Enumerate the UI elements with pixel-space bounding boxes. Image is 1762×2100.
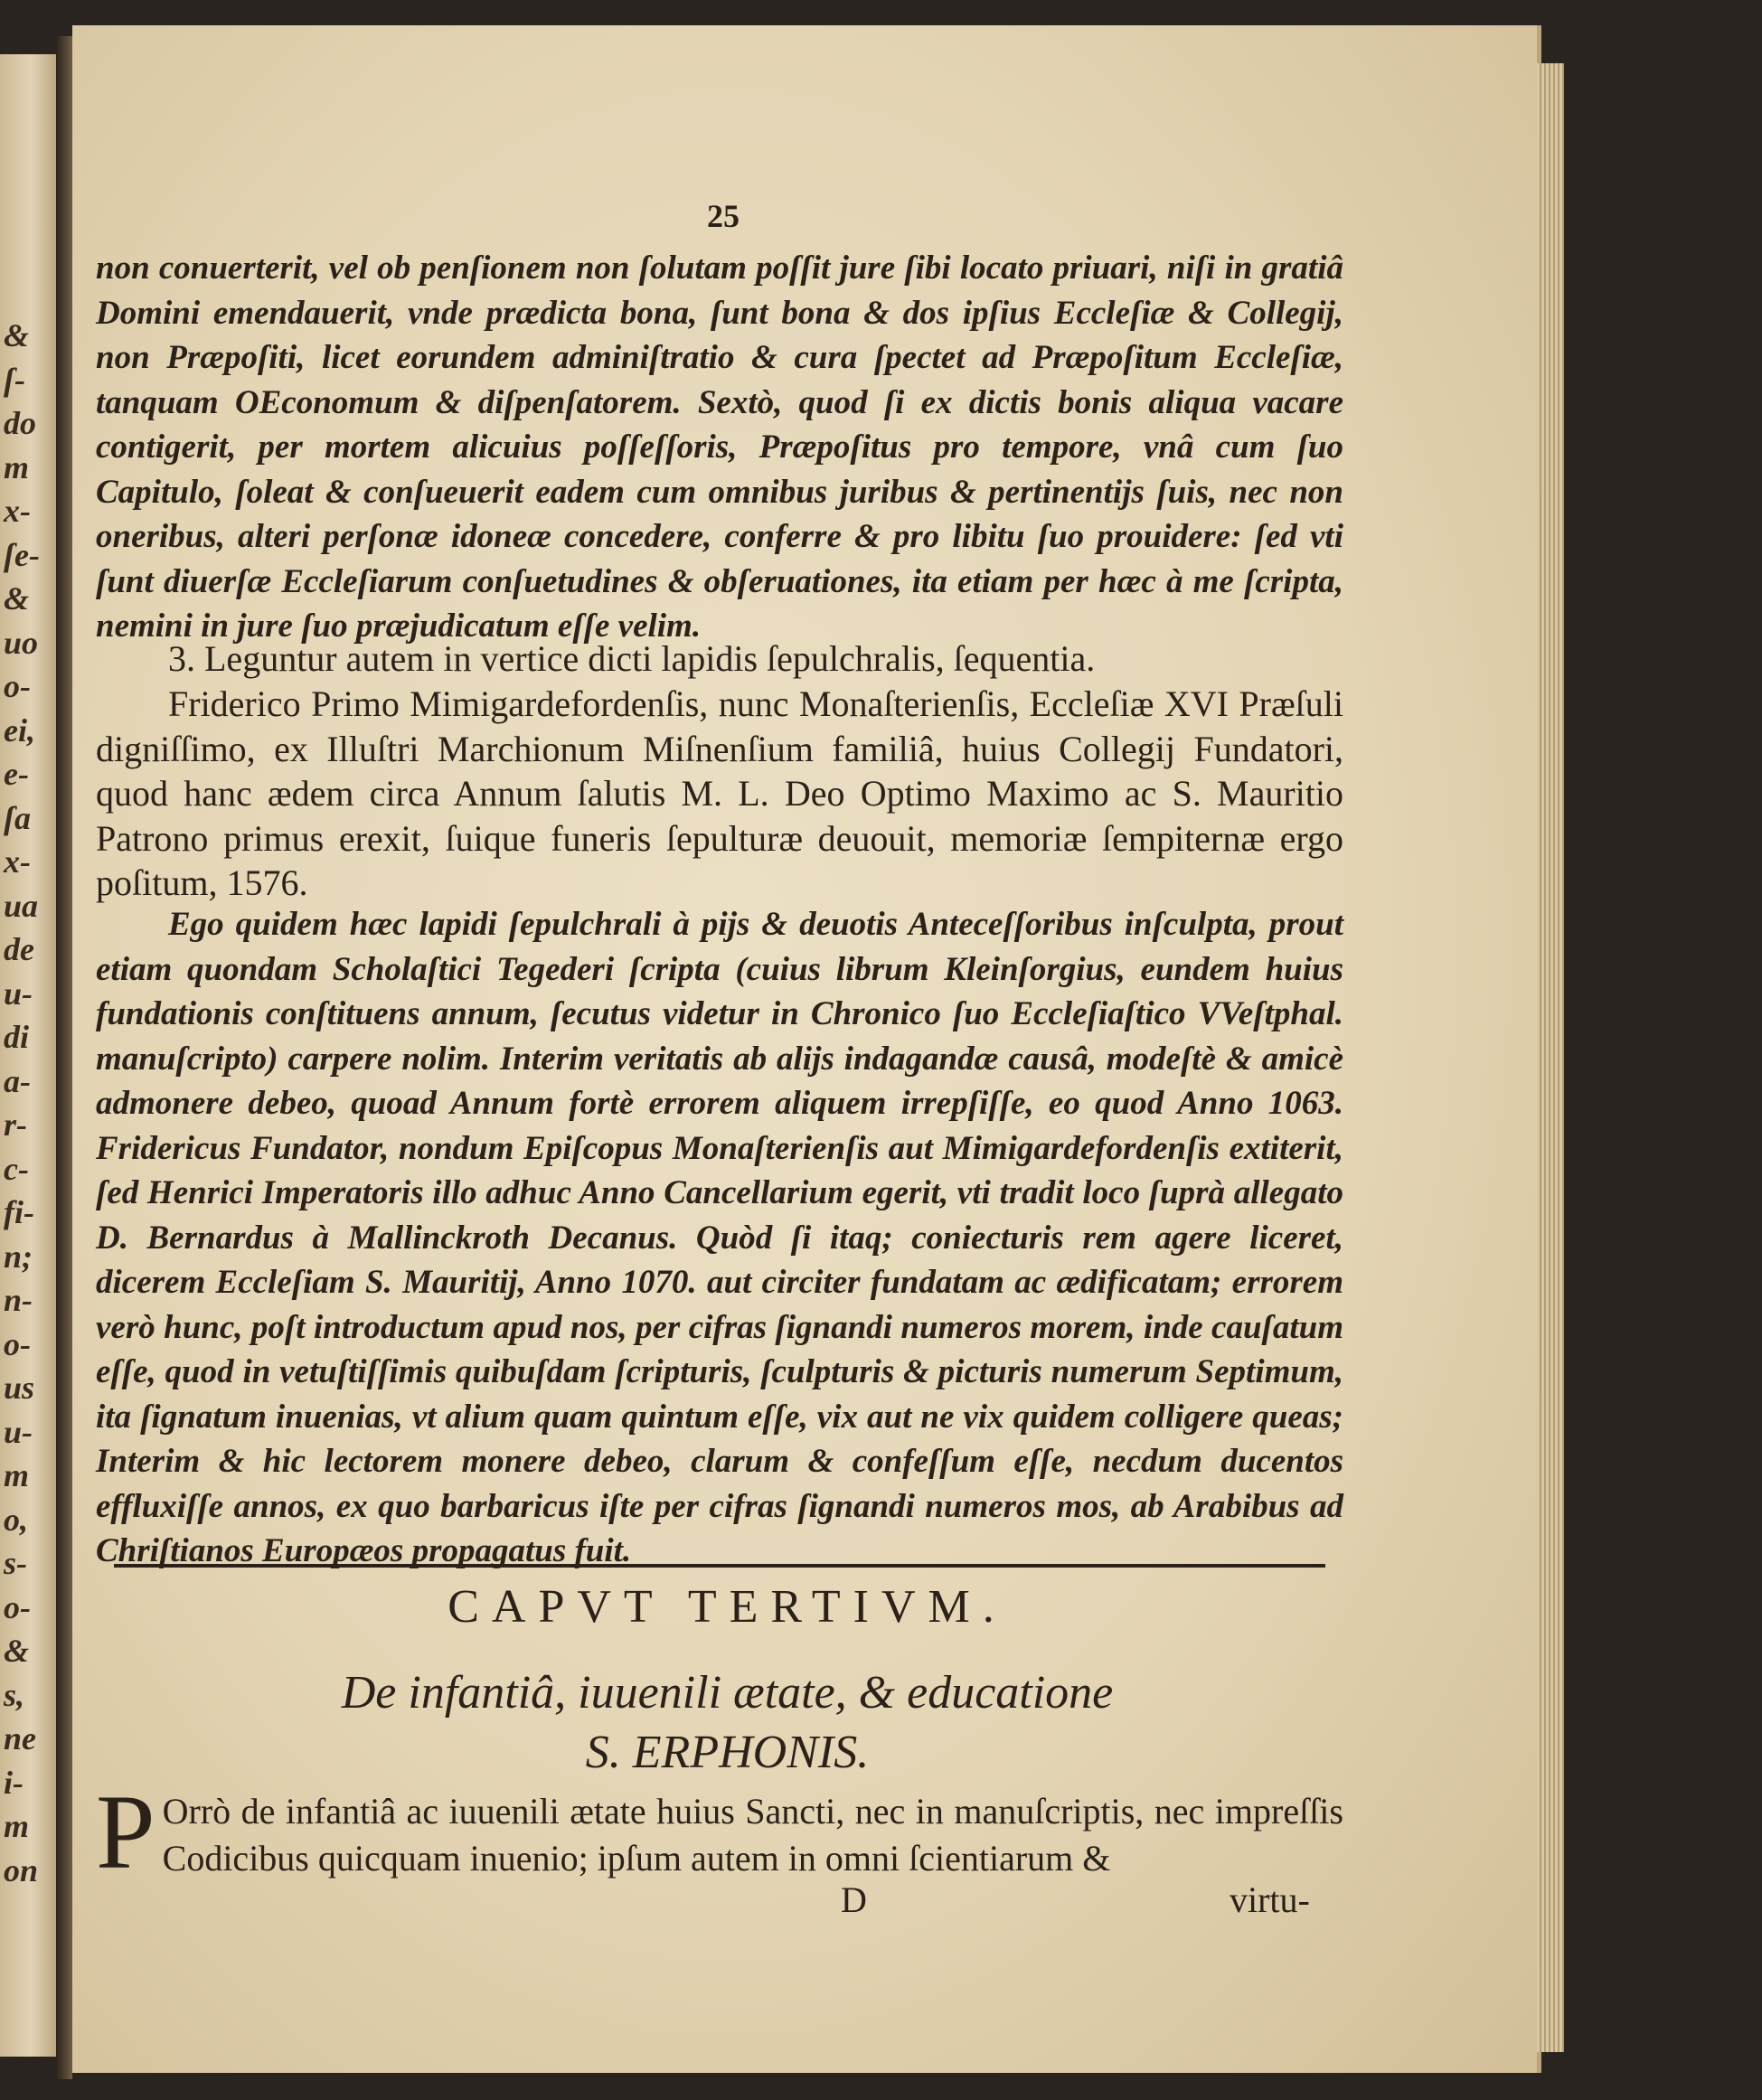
left-margin-fragment: s- <box>4 1545 27 1581</box>
chapter-body <box>96 1773 1343 1891</box>
paragraph-continuation: non conuerterit, vel ob penſionem non ſolutam poſſit jure ſibi locato priuari, niſi in gratiâ Domini emendauerit, vnde prædicta bona, ſunt bona & dos ipſius Eccleſiæ & Collegij, non Præpoſiti, licet eorundem adminiſtratio & cura ſpectet ad Præpoſitum Eccleſiæ, tanquam OEconomum & diſpenſatorem. Sextò, quod ſi ex dictis bonis aliqua vacare contigerit, per mortem alicuius poſſeſſoris, Præpoſitus pro tempore, vnâ cum ſuo Capitulo, ſoleat & conſueuerit eadem cum omnibus juribus & pertinentijs ſuis, nec non oneribus, alteri perſonæ idoneæ concedere, conferre & pro libitu ſuo prouidere: ſed vti ſunt diuerſæ Eccleſiarum conſuetudines & obſeruationes, ita etiam per hæc à me ſcripta, nemini in jure ſuo præjudicatum eſſe velim. <box>96 250 1343 645</box>
left-margin-fragment: o- <box>4 1325 31 1362</box>
left-margin-fragment: m <box>4 1808 30 1844</box>
left-margin-fragment: e- <box>4 756 29 792</box>
commentary-paragraph: Ego quidem hæc lapidi ſepulchrali à pijs & deuotis Anteceſſoribus inſculpta, prout etiam quondam Scholaſtici Tegederi ſcripta (cuius librum Kleinſorgius, eundem huius fundationis conſtituens annum, ſecutus videtur in Chronico ſuo Eccleſiaſtico VVeſtphal. manuſcripto) carpere nolim. Interim veritatis ab alijs indagandæ causâ, modeſtè & amicè admonere debeo, quoad Annum fortè errorem aliquem irrepſiſſe, eo quod Anno 1063. Fridericus Fundator, nondum Epiſcopus Monaſterienſis aut Mimigardefordenſis extiterit, ſed Henrici Imperatoris illo adhuc Anno Cancellarium egerit, vti tradit loco ſuprà allegato D. Bernardus à Mallinckroth Decanus. Quòd ſi itaq; coniecturis rem agere liceret, dicerem Eccleſiam S. Mauritij, Anno 1070. aut circiter fundatam ac ædificatam; errorem verò hunc, poſt introductum apud nos, per cifras ſignandi numeros morem, inde cauſatum eſſe, quod in vetuſtiſſimis quibuſdam ſcripturis, ſculpturis & picturis numerum Septimum, ita ſignatum inuenias, vt alium quam quintum eſſe, vix aut ne vix quidem colligere queas; Interim & hic lectorem monere debeo, clarum & confeſſum eſſe, necdum ducentos effluxiſſe annos, ex quo barbaricus iſte per cifras ſignandi numeros mos, ab Arabibus ad Chriſtianos Europæos propagatus fuit. <box>96 906 1343 1569</box>
left-margin-fragment: s, <box>4 1676 25 1713</box>
chapter-subtitle <box>72 1663 1382 1783</box>
left-margin-fragment: ſe- <box>4 536 40 573</box>
chapter-subtitle-line-2: S. ERPHONIS. <box>585 1727 870 1778</box>
left-margin-fragment: a- <box>4 1062 31 1099</box>
left-margin-fragment: do <box>4 405 36 441</box>
left-margin-fragment: & <box>4 580 30 617</box>
left-margin-fragment: n- <box>4 1282 33 1318</box>
left-margin-fragment: & <box>4 1633 30 1669</box>
left-margin-fragment: uo <box>4 624 39 661</box>
left-margin-fragment: x- <box>4 493 31 529</box>
left-margin-fragment: ne <box>4 1720 36 1756</box>
left-margin-fragment: o, <box>4 1501 28 1538</box>
signature-mark: D <box>841 1879 867 1920</box>
left-margin-fragment: o- <box>4 668 31 704</box>
section-divider <box>114 1564 1325 1568</box>
left-margin-fragment: us <box>4 1370 35 1406</box>
left-page-edge <box>0 54 59 2057</box>
chapter-subtitle-line-1: De infantiâ, iuuenili ætate, & educatione <box>341 1667 1114 1719</box>
left-margin-fragment: on <box>4 1851 39 1888</box>
left-margin-fragment: & <box>4 317 30 353</box>
book-gutter <box>56 36 72 2079</box>
book-page <box>72 25 1541 2073</box>
left-margin-fragment: m <box>4 1457 30 1493</box>
left-margin-fragment: u- <box>4 1413 33 1450</box>
left-margin-fragment: i- <box>4 1764 24 1801</box>
left-margin-fragment: r- <box>4 1107 27 1143</box>
left-margin-fragment: u- <box>4 975 33 1012</box>
left-margin-fragment: ei, <box>4 711 35 749</box>
left-margin-fragment: ſa <box>4 799 31 836</box>
section-3-heading: 3. Leguntur autem in vertice dicti lapidis ſepulchralis, ſequentia. <box>168 638 1096 679</box>
catchword: virtu- <box>1230 1879 1310 1920</box>
chapter-title: CAPVT TERTIVM. <box>448 1581 1007 1633</box>
left-margin-fragment: ua <box>4 887 39 924</box>
left-margin-fragment: de <box>4 931 34 967</box>
left-margin-fragment: x- <box>4 843 31 880</box>
left-margin-fragment: m <box>4 448 30 485</box>
left-margin-fragment: c- <box>4 1150 29 1187</box>
left-margin-fragment: o- <box>4 1588 31 1625</box>
left-margin-fragment: fi- <box>4 1194 34 1230</box>
left-margin-fragment: ſ- <box>4 361 25 398</box>
drop-cap: P <box>96 1773 155 1891</box>
page-edges <box>1537 63 1564 2052</box>
left-margin-fragment: di <box>4 1019 30 1055</box>
chapter-body-text: Orrò de infantiâ ac iuuenili ætate huius Sancti, nec in manuſcriptis, nec impreſſis Codicibus quicquam inuenio; ipſum autem in omni ſcientiarum & <box>162 1791 1343 1879</box>
page-number: 25 <box>707 198 740 234</box>
epitaph-inscription: Friderico Primo Mimigardefordenſis, nunc Monaſterienſis, Eccleſiæ XVI Præſuli digniſſimo, ex Illuſtri Marchionum Miſnenſium familiâ, huius Collegij Fundatori, quod hanc ædem circa Annum ſalutis M. L. Deo Optimo Maximo ac S. Mauritio Patrono primus erexit, ſuique funeris ſepulturæ deuouit, memoriæ ſempiternæ ergo poſitum, 1576. <box>96 683 1343 903</box>
left-margin-fragment: n; <box>4 1238 33 1275</box>
